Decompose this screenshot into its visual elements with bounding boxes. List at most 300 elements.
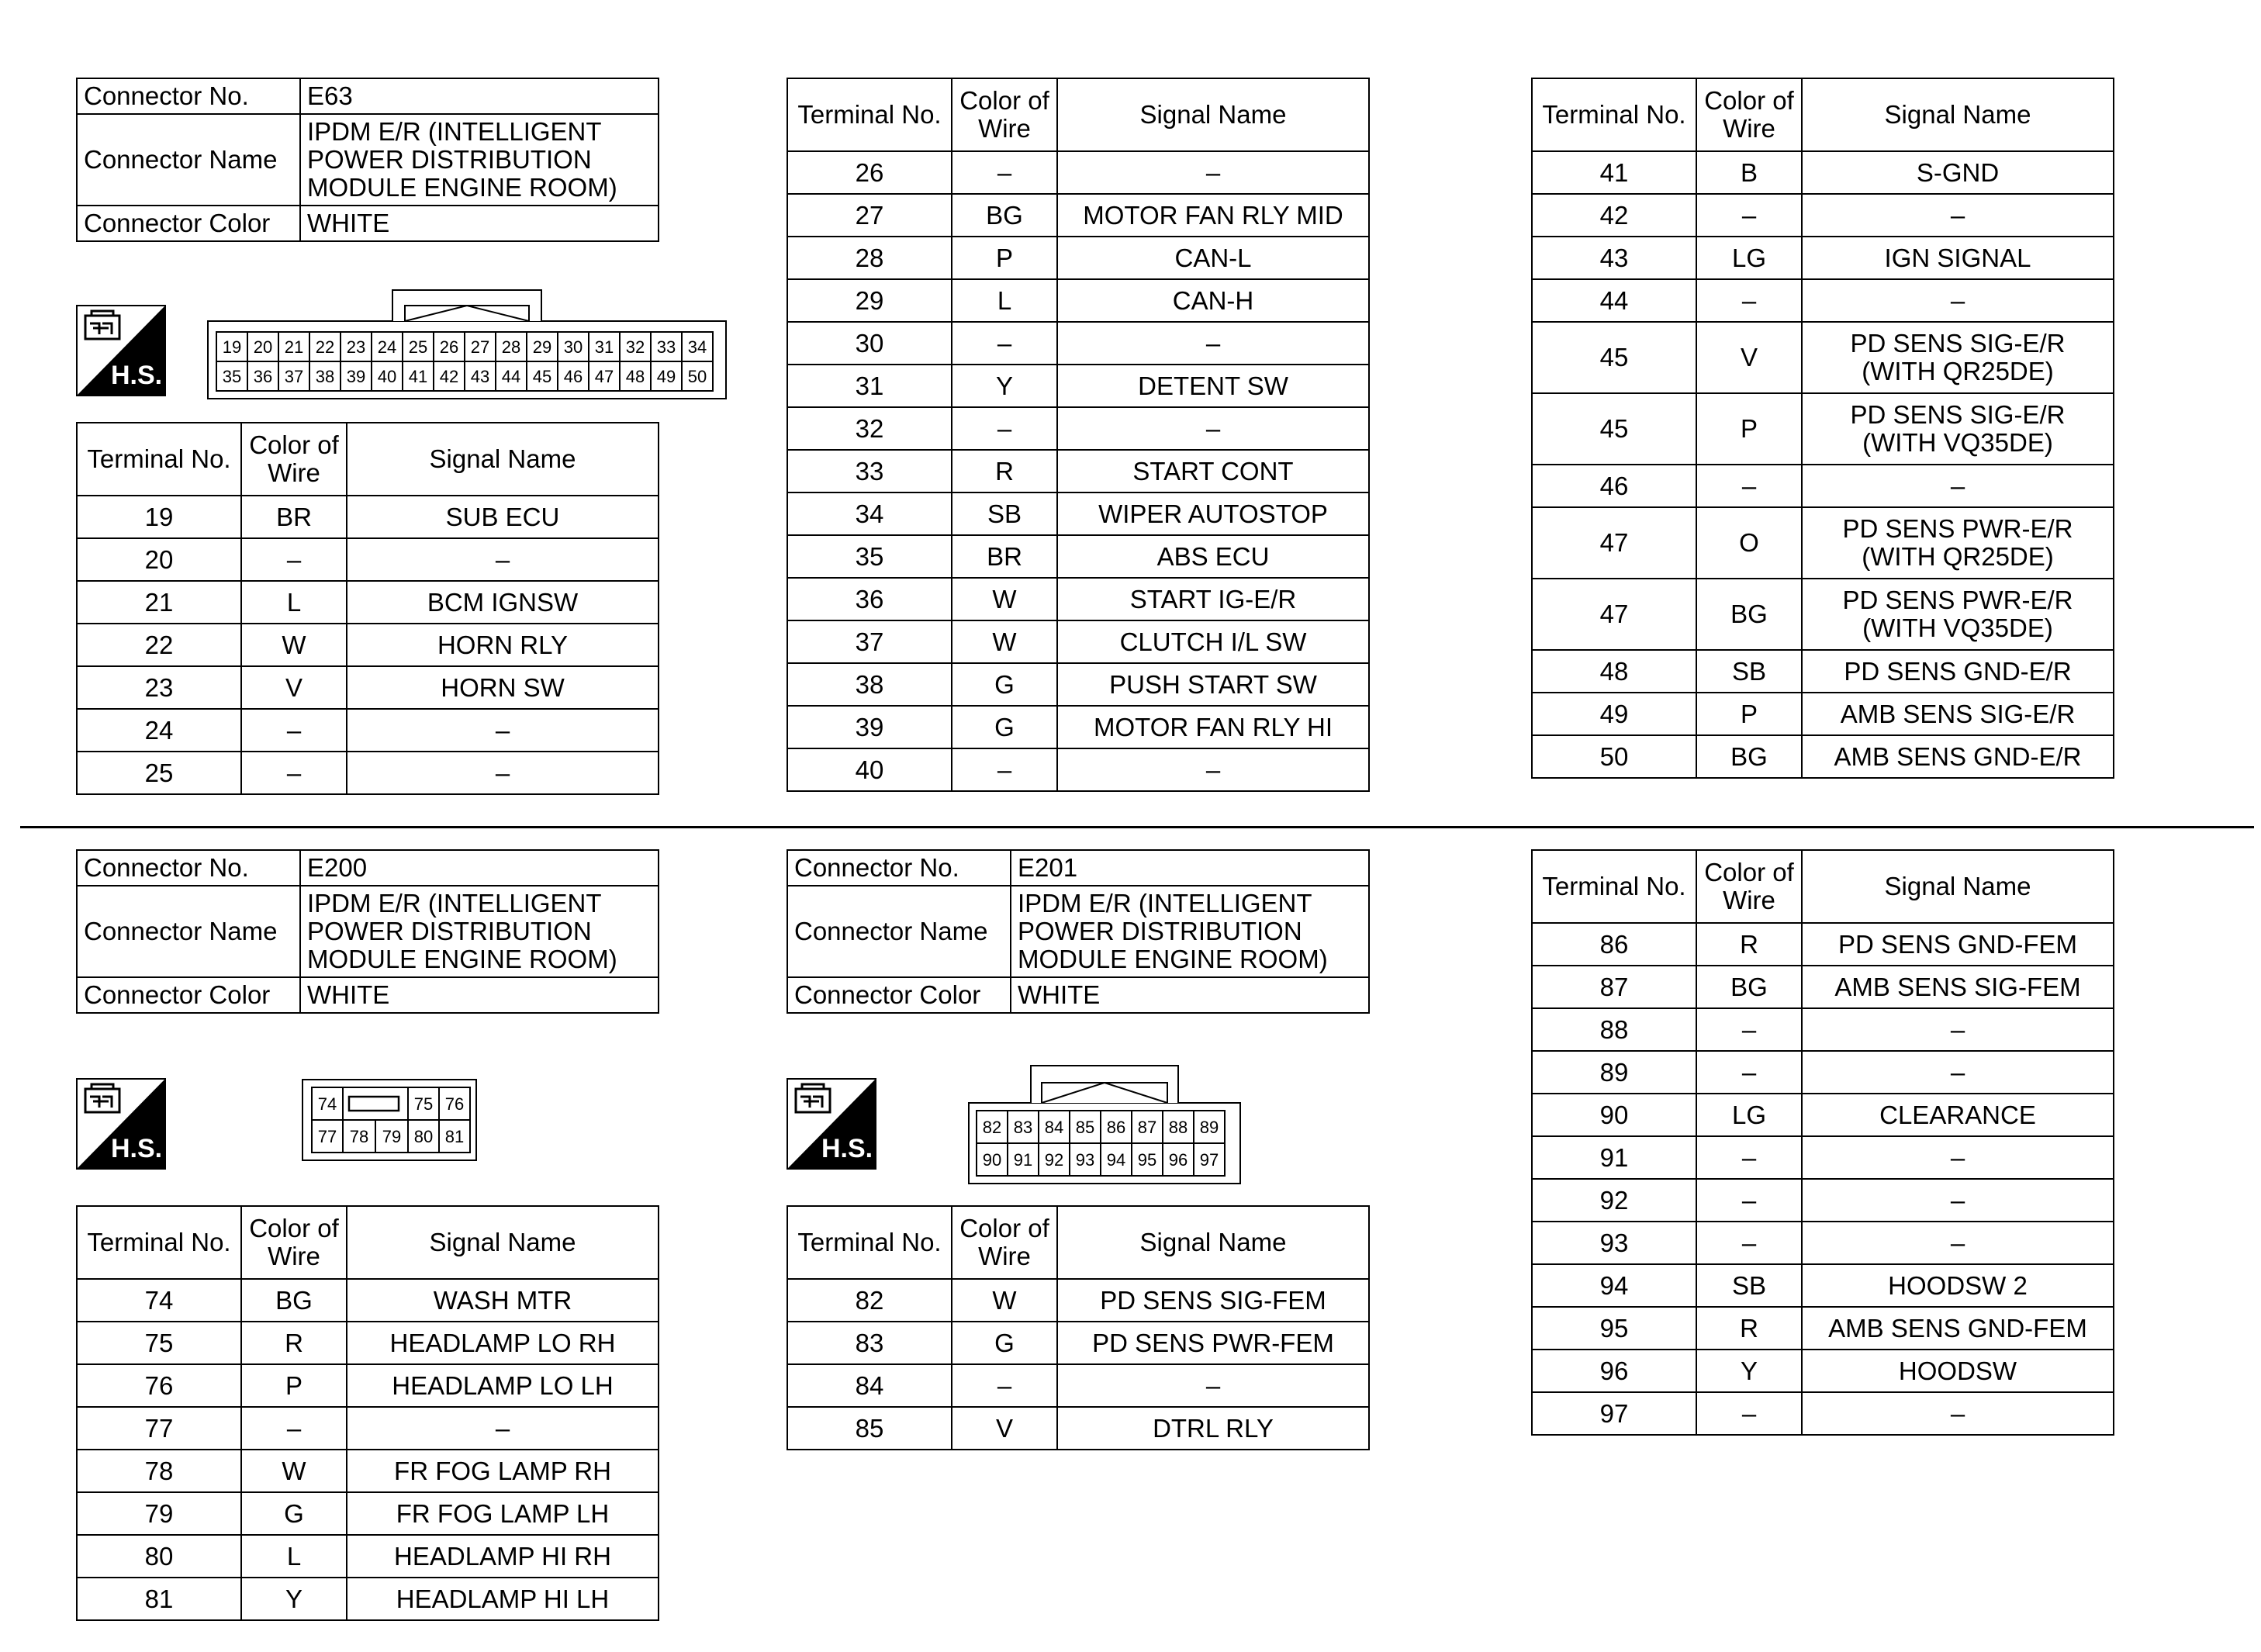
signal-name: HOODSW 2 (1802, 1264, 2114, 1307)
connector-no-label: Connector No. (77, 850, 300, 886)
wire-color: – (952, 407, 1057, 450)
connector-name-line: MODULE ENGINE ROOM) (307, 945, 617, 973)
terminal-no: 77 (77, 1407, 241, 1450)
signal-name: PD SENS SIG-FEM (1057, 1279, 1369, 1322)
terminal-no: 78 (77, 1450, 241, 1492)
table-row (1532, 194, 2114, 237)
signal-name: – (1057, 151, 1369, 194)
terminal-no: 22 (77, 624, 241, 666)
pin-label: 75 (413, 1094, 434, 1114)
table-row (1532, 1392, 2114, 1435)
hs-label: H.S. (110, 361, 163, 390)
terminal-no: 26 (787, 151, 952, 194)
wire-color: – (241, 752, 347, 794)
wire-color: R (1696, 1307, 1802, 1350)
connector-info-e200 (76, 849, 659, 1014)
header-color-line: Color of (249, 430, 339, 459)
table-row (77, 496, 659, 538)
wire-color: G (952, 663, 1057, 706)
header-color (241, 423, 347, 496)
pin-label: 90 (982, 1150, 1002, 1170)
connector-color-label: Connector Color (77, 206, 300, 241)
connector-color-row (787, 977, 1369, 1013)
pin-label: 30 (563, 337, 583, 357)
terminal-no: 45 (1532, 322, 1696, 393)
terminal-no: 74 (77, 1279, 241, 1322)
connector-name-line: MODULE ENGINE ROOM) (307, 173, 617, 202)
signal-name: CAN-H (1057, 279, 1369, 322)
pin-label: 44 (501, 367, 521, 386)
wire-color: – (1696, 1136, 1802, 1179)
wire-color: W (952, 1279, 1057, 1322)
pin-label: 35 (222, 367, 242, 386)
header-color (1696, 78, 1802, 151)
terminal-no: 95 (1532, 1307, 1696, 1350)
table-row (1532, 693, 2114, 735)
signal-name: CLUTCH I/L SW (1057, 620, 1369, 663)
table-row (77, 752, 659, 794)
terminal-no: 47 (1532, 579, 1696, 650)
terminal-no: 32 (787, 407, 952, 450)
terminal-no: 47 (1532, 507, 1696, 579)
pin-label: 74 (317, 1094, 337, 1114)
table-row (1532, 966, 2114, 1008)
header-signal: Signal Name (347, 1206, 659, 1279)
header-signal: Signal Name (1802, 78, 2114, 151)
pin-label: 95 (1137, 1150, 1157, 1170)
table-row (1532, 650, 2114, 693)
wire-color: V (241, 666, 347, 709)
pin-label: 21 (284, 337, 304, 357)
hs-connector-icon (787, 1078, 876, 1170)
terminal-table-e201-a (787, 1205, 1370, 1450)
header-terminal: Terminal No. (1532, 78, 1696, 151)
wire-color: Y (1696, 1350, 1802, 1392)
signal-name: AMB SENS SIG-E/R (1802, 693, 2114, 735)
wire-color: – (1696, 194, 1802, 237)
terminal-no: 38 (787, 663, 952, 706)
table-row (77, 1407, 659, 1450)
signal-name (1802, 393, 2114, 465)
terminal-no: 37 (787, 620, 952, 663)
header-color-line: Color of (959, 1214, 1049, 1242)
pin-label: 88 (1168, 1118, 1188, 1137)
wire-color: – (1696, 1222, 1802, 1264)
table-header (1532, 78, 2114, 151)
header-signal: Signal Name (1802, 850, 2114, 923)
terminal-no: 84 (787, 1364, 952, 1407)
table-row (787, 620, 1369, 663)
signal-name: – (347, 1407, 659, 1450)
table-row (787, 535, 1369, 578)
table-row (1532, 151, 2114, 194)
signal-name: – (1802, 1179, 2114, 1222)
table-row (77, 709, 659, 752)
pin-label: 84 (1044, 1118, 1064, 1137)
connector-name-line: IPDM E/R (INTELLIGENT (307, 889, 602, 918)
signal-name: ABS ECU (1057, 535, 1369, 578)
pin-label: 78 (349, 1127, 369, 1146)
signal-name: AMB SENS GND-E/R (1802, 735, 2114, 778)
connector-name-line: POWER DISTRIBUTION (1018, 917, 1302, 945)
signal-name: WIPER AUTOSTOP (1057, 492, 1369, 535)
header-color (952, 78, 1057, 151)
signal-name: HORN RLY (347, 624, 659, 666)
connector-face-e63 (206, 289, 729, 402)
table-row (77, 1279, 659, 1322)
terminal-no: 91 (1532, 1136, 1696, 1179)
wire-color: P (1696, 393, 1802, 465)
wire-color: BR (241, 496, 347, 538)
header-color-line: Wire (978, 114, 1031, 143)
terminal-no: 81 (77, 1578, 241, 1620)
pin-label: 91 (1013, 1150, 1033, 1170)
wire-color: – (241, 709, 347, 752)
terminal-no: 40 (787, 748, 952, 791)
table-header (787, 78, 1369, 151)
pin-label: 48 (625, 367, 645, 386)
terminal-table-e200 (76, 1205, 659, 1621)
terminal-table-e63-a (76, 422, 659, 795)
terminal-no: 20 (77, 538, 241, 581)
hs-label: H.S. (821, 1134, 873, 1163)
connector-name-value (300, 886, 659, 977)
table-row (77, 1535, 659, 1578)
signal-name: CLEARANCE (1802, 1094, 2114, 1136)
terminal-no: 89 (1532, 1051, 1696, 1094)
connector-name-line: IPDM E/R (INTELLIGENT (307, 117, 602, 146)
terminal-no: 46 (1532, 465, 1696, 507)
terminal-no: 29 (787, 279, 952, 322)
wire-color: – (241, 538, 347, 581)
signal-name-line: PD SENS SIG-E/R (1850, 329, 2066, 358)
wire-color: P (952, 237, 1057, 279)
signal-name: HOODSW (1802, 1350, 2114, 1392)
terminal-no: 28 (787, 237, 952, 279)
pin-label: 83 (1013, 1118, 1033, 1137)
header-color-line: Wire (268, 1242, 320, 1270)
connector-name-label: Connector Name (787, 886, 1011, 977)
terminal-no: 94 (1532, 1264, 1696, 1307)
table-row (787, 194, 1369, 237)
header-color-line: Color of (1704, 858, 1794, 886)
signal-name: AMB SENS SIG-FEM (1802, 966, 2114, 1008)
connector-name-line: POWER DISTRIBUTION (307, 145, 592, 174)
table-row (1532, 322, 2114, 393)
signal-name: – (1802, 1392, 2114, 1435)
terminal-no: 24 (77, 709, 241, 752)
pin-label: 29 (532, 337, 552, 357)
terminal-no: 80 (77, 1535, 241, 1578)
connector-name-label: Connector Name (77, 114, 300, 206)
wire-color: L (952, 279, 1057, 322)
signal-name: – (1057, 1364, 1369, 1407)
header-terminal: Terminal No. (787, 1206, 952, 1279)
pin-label: 92 (1044, 1150, 1064, 1170)
wire-color: – (1696, 1008, 1802, 1051)
signal-name: – (1802, 1008, 2114, 1051)
header-terminal: Terminal No. (77, 1206, 241, 1279)
table-row (787, 663, 1369, 706)
header-terminal: Terminal No. (787, 78, 952, 151)
terminal-no: 50 (1532, 735, 1696, 778)
connector-name-row (77, 886, 659, 977)
connector-color-value: WHITE (300, 977, 659, 1013)
wire-color: V (952, 1407, 1057, 1450)
pin-label: 34 (687, 337, 707, 357)
connector-name-line: MODULE ENGINE ROOM) (1018, 945, 1328, 973)
table-row (1532, 1264, 2114, 1307)
wire-color: SB (952, 492, 1057, 535)
header-signal: Signal Name (347, 423, 659, 496)
pin-label: 37 (284, 367, 304, 386)
signal-name: CAN-L (1057, 237, 1369, 279)
pin-label: 82 (982, 1118, 1002, 1137)
table-header (77, 423, 659, 496)
wire-color: Y (241, 1578, 347, 1620)
wire-color: – (1696, 279, 1802, 322)
terminal-no: 25 (77, 752, 241, 794)
connector-name-value (1011, 886, 1369, 977)
header-color-line: Color of (959, 86, 1049, 115)
section-divider (20, 826, 2254, 828)
signal-name-line: (WITH QR25DE) (1862, 542, 2054, 571)
signal-name: – (1802, 1222, 2114, 1264)
pin-label: 97 (1199, 1150, 1219, 1170)
pin-label: 40 (377, 367, 397, 386)
signal-name-line: PD SENS PWR-E/R (1842, 586, 2073, 614)
pin-label: 87 (1137, 1118, 1157, 1137)
terminal-no: 49 (1532, 693, 1696, 735)
table-row (787, 578, 1369, 620)
pin-label: 85 (1075, 1118, 1095, 1137)
header-color-line: Wire (268, 458, 320, 487)
table-header (1532, 850, 2114, 923)
terminal-no: 96 (1532, 1350, 1696, 1392)
table-row (787, 407, 1369, 450)
table-row (77, 1578, 659, 1620)
connector-info-e201 (787, 849, 1370, 1014)
signal-name: FR FOG LAMP LH (347, 1492, 659, 1535)
terminal-table-e63-b (787, 78, 1370, 792)
signal-name: – (347, 538, 659, 581)
connector-name-line: IPDM E/R (INTELLIGENT (1018, 889, 1312, 918)
wire-color: – (1696, 1392, 1802, 1435)
terminal-table-e63-c (1531, 78, 2114, 779)
table-row (787, 237, 1369, 279)
connector-color-value: WHITE (1011, 977, 1369, 1013)
terminal-no: 30 (787, 322, 952, 365)
hs-connector-icon (76, 1078, 166, 1170)
pin-label: 22 (315, 337, 335, 357)
terminal-no: 44 (1532, 279, 1696, 322)
signal-name: FR FOG LAMP RH (347, 1450, 659, 1492)
signal-name (1802, 579, 2114, 650)
pin-label: 38 (315, 367, 335, 386)
table-row (1532, 393, 2114, 465)
terminal-no: 83 (787, 1322, 952, 1364)
wire-color: G (241, 1492, 347, 1535)
signal-name: HEADLAMP LO LH (347, 1364, 659, 1407)
table-row (1532, 1094, 2114, 1136)
signal-name (1802, 322, 2114, 393)
pin-label: 41 (408, 367, 428, 386)
table-row (787, 1364, 1369, 1407)
wire-color: P (241, 1364, 347, 1407)
signal-name-line: PD SENS SIG-E/R (1850, 400, 2066, 429)
header-color (1696, 850, 1802, 923)
terminal-no: 90 (1532, 1094, 1696, 1136)
pin-label: 20 (253, 337, 273, 357)
terminal-no: 75 (77, 1322, 241, 1364)
connector-no-label: Connector No. (787, 850, 1011, 886)
hs-connector-icon (76, 305, 166, 396)
pin-label: 36 (253, 367, 273, 386)
table-row (77, 666, 659, 709)
wire-color: BG (1696, 579, 1802, 650)
wire-color: W (241, 624, 347, 666)
table-row (787, 706, 1369, 748)
wire-color: W (952, 578, 1057, 620)
signal-name: HEADLAMP HI RH (347, 1535, 659, 1578)
wire-color: SB (1696, 1264, 1802, 1307)
pin-label: 43 (470, 367, 490, 386)
wire-color: – (952, 151, 1057, 194)
terminal-no: 87 (1532, 966, 1696, 1008)
signal-name-line: PD SENS PWR-E/R (1842, 514, 2073, 543)
terminal-no: 41 (1532, 151, 1696, 194)
terminal-no: 86 (1532, 923, 1696, 966)
pin-label: 32 (625, 337, 645, 357)
terminal-no: 33 (787, 450, 952, 492)
pin-label: 26 (439, 337, 459, 357)
connector-no-value: E201 (1011, 850, 1369, 886)
signal-name: AMB SENS GND-FEM (1802, 1307, 2114, 1350)
table-row (1532, 1051, 2114, 1094)
connector-color-row (77, 977, 659, 1013)
signal-name: – (1802, 279, 2114, 322)
connector-no-row (77, 78, 659, 114)
wire-color: – (1696, 1179, 1802, 1222)
terminal-no: 82 (787, 1279, 952, 1322)
pin-label: 25 (408, 337, 428, 357)
signal-name: START IG-E/R (1057, 578, 1369, 620)
signal-name: HEADLAMP LO RH (347, 1322, 659, 1364)
connector-no-row (77, 850, 659, 886)
connector-color-label: Connector Color (77, 977, 300, 1013)
signal-name-line: (WITH QR25DE) (1862, 357, 2054, 385)
pin-label: 76 (444, 1094, 465, 1114)
pin-label: 79 (382, 1127, 402, 1146)
pin-label: 39 (346, 367, 366, 386)
pin-label: 31 (594, 337, 614, 357)
terminal-table-e201-b (1531, 849, 2114, 1436)
table-row (77, 538, 659, 581)
signal-name: HORN SW (347, 666, 659, 709)
header-color (952, 1206, 1057, 1279)
terminal-no: 43 (1532, 237, 1696, 279)
table-row (77, 581, 659, 624)
signal-name: DTRL RLY (1057, 1407, 1369, 1450)
signal-name-line: (WITH VQ35DE) (1862, 613, 2053, 642)
table-row (77, 1322, 659, 1364)
pin-label: 49 (656, 367, 676, 386)
pin-label: 23 (346, 337, 366, 357)
table-row (77, 1364, 659, 1407)
connector-face-e201 (967, 1064, 1242, 1185)
table-row (1532, 507, 2114, 579)
pin-label: 42 (439, 367, 459, 386)
connector-info-e63 (76, 78, 659, 242)
table-row (787, 492, 1369, 535)
connector-name-label: Connector Name (77, 886, 300, 977)
signal-name: PD SENS PWR-FEM (1057, 1322, 1369, 1364)
connector-no-value: E200 (300, 850, 659, 886)
connector-color-value: WHITE (300, 206, 659, 241)
signal-name: START CONT (1057, 450, 1369, 492)
table-row (1532, 1350, 2114, 1392)
signal-name: SUB ECU (347, 496, 659, 538)
connector-name-row (77, 114, 659, 206)
connector-name-line: POWER DISTRIBUTION (307, 917, 592, 945)
table-row (787, 151, 1369, 194)
pin-label: 86 (1106, 1118, 1126, 1137)
terminal-no: 76 (77, 1364, 241, 1407)
wire-color: – (952, 748, 1057, 791)
table-header (787, 1206, 1369, 1279)
table-row (1532, 1136, 2114, 1179)
table-row (1532, 237, 2114, 279)
signal-name: PD SENS GND-E/R (1802, 650, 2114, 693)
pin-label: 96 (1168, 1150, 1188, 1170)
signal-name: – (1802, 1136, 2114, 1179)
signal-name: MOTOR FAN RLY MID (1057, 194, 1369, 237)
wire-color: R (1696, 923, 1802, 966)
terminal-no: 31 (787, 365, 952, 407)
signal-name-line: (WITH VQ35DE) (1862, 428, 2053, 457)
table-row (787, 279, 1369, 322)
pin-label: 45 (532, 367, 552, 386)
wire-color: O (1696, 507, 1802, 579)
signal-name: MOTOR FAN RLY HI (1057, 706, 1369, 748)
terminal-no: 97 (1532, 1392, 1696, 1435)
terminal-no: 39 (787, 706, 952, 748)
connector-no-label: Connector No. (77, 78, 300, 114)
header-color-line: Color of (1704, 86, 1794, 115)
table-row (787, 365, 1369, 407)
terminal-no: 79 (77, 1492, 241, 1535)
signal-name: BCM IGNSW (347, 581, 659, 624)
wire-color: P (1696, 693, 1802, 735)
table-row (787, 1407, 1369, 1450)
table-row (787, 748, 1369, 791)
header-color-line: Color of (249, 1214, 339, 1242)
signal-name: – (1057, 322, 1369, 365)
signal-name: – (1802, 1051, 2114, 1094)
connector-name-value (300, 114, 659, 206)
wire-color: V (1696, 322, 1802, 393)
wire-color: – (952, 1364, 1057, 1407)
wire-color: G (952, 706, 1057, 748)
table-row (1532, 923, 2114, 966)
header-color (241, 1206, 347, 1279)
header-color-line: Wire (1723, 886, 1775, 914)
terminal-no: 23 (77, 666, 241, 709)
signal-name: S-GND (1802, 151, 2114, 194)
table-row (77, 1450, 659, 1492)
signal-name: – (1802, 465, 2114, 507)
connector-no-value: E63 (300, 78, 659, 114)
